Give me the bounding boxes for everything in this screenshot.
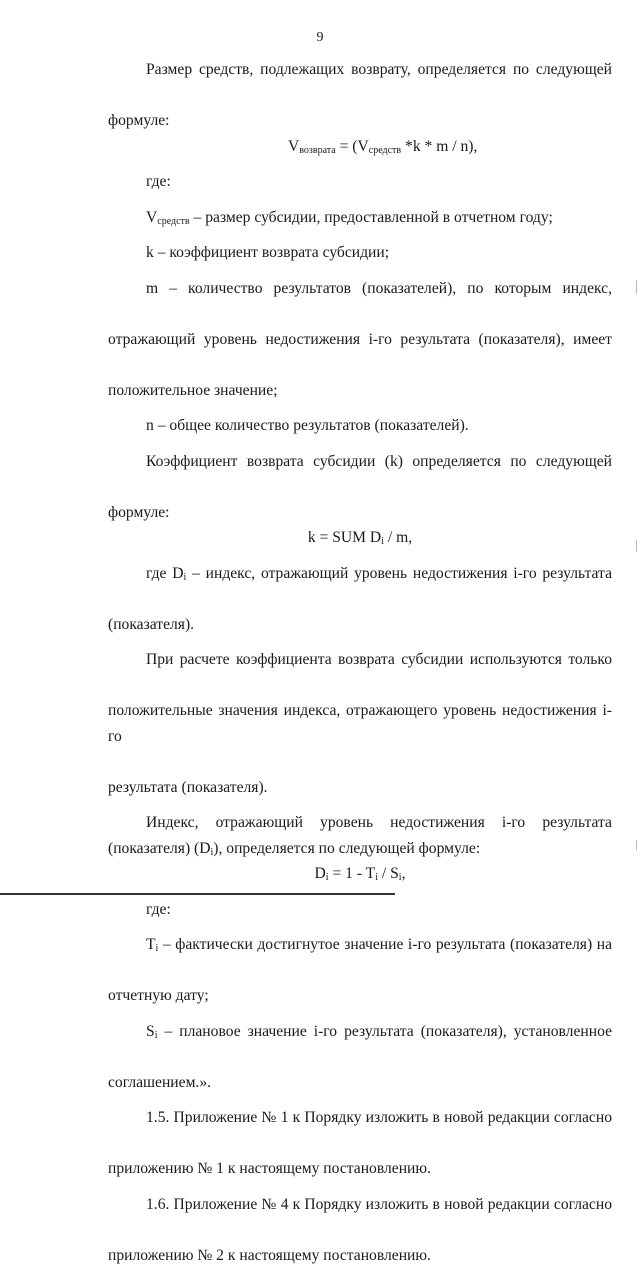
definition-t-cont: отчетную дату; [108, 983, 612, 1009]
definition-d: где $D_i$ – индекс, отражающий уровень недостижения i-го результата [108, 561, 612, 612]
definition-t: $T_i$ – фактически достигнутое значение i-го результата (показателя) на [108, 932, 612, 983]
definition-n: n – общее количество результатов (показателей). [108, 413, 612, 439]
page-number: 9 [0, 30, 640, 46]
where-label-2: где: [108, 897, 612, 923]
definition-d-cont: (показателя). [108, 612, 612, 638]
word: Индекс, [146, 810, 198, 836]
paragraph-positive-values-end: результата (показателя). [108, 775, 612, 801]
paragraph-coefficient-cont: формуле: [108, 500, 612, 526]
definition-v: $V_{средств}$ – размер субсидии, предоставленной в отчетном году; [108, 205, 612, 231]
definition-s: $S_i$ – плановое значение i-го результата (показателя), установленное [108, 1019, 612, 1070]
paragraph-item-1-5: 1.5. Приложение № 1 к Порядку изложить в новой редакции согласно [108, 1105, 612, 1156]
word: уровень [320, 810, 373, 836]
word: недостижения [390, 810, 485, 836]
formula-return-amount: $V_{возврата} = (V_{средств}$ *k * m / n), [108, 134, 612, 160]
scan-edge-mark [636, 540, 637, 552]
paragraph-coefficient: Коэффициент возврата субсидии (k) определяется по следующей [108, 449, 612, 500]
word: отражающий [216, 810, 303, 836]
formula-index: $D_i = 1 - T_i / S_i$, [108, 861, 612, 887]
where-label: где: [108, 169, 612, 195]
scan-edge-mark [636, 280, 637, 294]
word: i-го [502, 810, 525, 836]
definition-m: m – количество результатов (показателей), по которым индекс, [108, 276, 612, 327]
paragraph-return-amount-cont: формуле: [108, 108, 612, 134]
definition-k: k – коэффициент возврата субсидии; [108, 240, 612, 266]
scan-edge-mark [636, 840, 637, 850]
document-body [108, 57, 612, 1268]
definition-m-cont: отражающий уровень недостижения i-го результата (показателя), имеет [108, 327, 612, 378]
paragraph-item-1-5-cont: приложению № 1 к настоящему постановлению. [108, 1156, 612, 1182]
paragraph-index-cont: (показателя) $(D_i)$, определяется по следующей формуле: [108, 836, 612, 862]
paragraph-positive-values: При расчете коэффициента возврата субсидии используются только [108, 647, 612, 698]
paragraph-item-1-6-cont: приложению № 2 к настоящему постановлению. [108, 1243, 612, 1268]
word: результата [542, 810, 612, 836]
paragraph-return-amount: Размер средств, подлежащих возврату, определяется по следующей [108, 57, 612, 108]
scan-bottom-edge [0, 893, 395, 895]
paragraph-item-1-6: 1.6. Приложение № 4 к Порядку изложить в новой редакции согласно [108, 1192, 612, 1243]
paragraph-index-line [108, 810, 612, 836]
paragraph-positive-values-cont: положительные значения индекса, отражающего уровень недостижения i-го [108, 698, 612, 775]
definition-m-end: положительное значение; [108, 378, 612, 404]
formula-coefficient: k = SUM $D_i$ / m, [108, 525, 612, 551]
definition-s-cont: соглашением.». [108, 1070, 612, 1096]
